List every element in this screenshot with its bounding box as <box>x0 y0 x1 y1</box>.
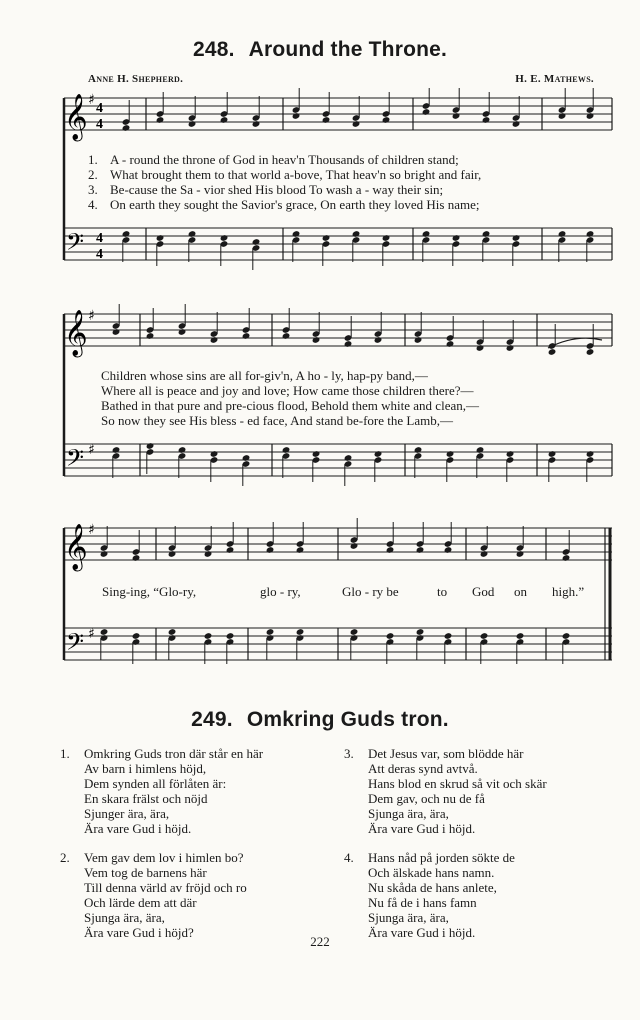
note-head <box>482 230 491 238</box>
note-head <box>132 554 141 562</box>
stanza-column-right <box>344 746 547 954</box>
bass-clef-2: 𝄢 <box>66 444 85 477</box>
note-head <box>188 230 197 238</box>
key-signature-1: ♯ <box>88 92 95 108</box>
stanza-4: 4. Hans nåd på jorden sökte de Och älskade hans namn. Nu skåda de hans anlete, Nu få de i hans famn Sjunga ära, ära, Ära vare Gud i höjd. <box>344 850 515 940</box>
note-head <box>382 234 391 242</box>
refrain-syllable: Sing-ing, “Glo-ry, <box>102 584 197 599</box>
note-head <box>558 112 567 120</box>
note-head <box>586 450 595 458</box>
refrain-syllable: on <box>514 584 527 599</box>
note-head <box>386 632 395 640</box>
stanza-3: 3. Det Jesus var, som blödde här Att deras synd avtvå. Hans blod en skrud så vit och skär Dem gav, och nu de få Sjunga ära, ära, Ära vare Gud i höjd. <box>344 746 547 836</box>
note-head <box>296 546 305 554</box>
hymn-249-title <box>0 708 640 732</box>
note-head <box>352 230 361 238</box>
note-head <box>168 550 177 558</box>
note-head <box>416 628 425 636</box>
bass-clef-1: 𝄢 <box>66 228 85 261</box>
treble-clef-3: 𝄞 <box>64 524 88 570</box>
note-head <box>476 446 485 454</box>
stanza-2: 2. Vem gav dem lov i himlen bo? Vem tog de barnens här Till denna värld av fröjd och ro Och lärde dem att där Sjunga ära, ära, Ära vare Gud i höjd? <box>60 850 247 940</box>
note-head <box>242 332 251 340</box>
bass-staff-2 <box>64 444 612 476</box>
note-head <box>586 112 595 120</box>
verse-line-2-4: So now they see His bless - ed face, And stand be-fore the Lamb,— <box>101 413 453 428</box>
note-head <box>220 116 229 124</box>
note-head <box>242 454 251 462</box>
hymn-249-name: Omkring Guds tron. <box>246 708 449 731</box>
note-head <box>156 234 165 242</box>
hymn-248-name: Around the Throne. <box>248 38 448 61</box>
note-head <box>446 450 455 458</box>
note-head <box>446 340 455 348</box>
svg-text:♯: ♯ <box>88 308 95 324</box>
svg-text:4: 4 <box>96 231 103 246</box>
composer-credit: H. E. Mathews. <box>515 73 594 85</box>
svg-text:♯: ♯ <box>88 442 95 458</box>
verse-line-2: 2. What brought them to that world a-bove, That heav'n so bright and fair, <box>88 167 482 182</box>
note-head <box>122 230 131 238</box>
hymn-249-number: 249. <box>191 708 233 731</box>
music-system-3 <box>0 518 640 678</box>
verse-line-3: 3. Be-cause the Sa - vior shed His blood To wash a - way their sin; <box>88 182 444 197</box>
note-head <box>100 628 109 636</box>
note-head <box>122 124 131 132</box>
note-head <box>374 450 383 458</box>
bass-clef-3: 𝄢 <box>66 628 85 661</box>
time-signature-1: 4 <box>96 101 103 116</box>
refrain-syllable: Glo - ry be <box>342 584 399 599</box>
note-head <box>374 336 383 344</box>
stanza-column-left <box>60 746 263 954</box>
note-head <box>548 450 557 458</box>
stanza-1: 1. Omkring Guds tron där står en här Av barn i himlens höjd, Dem synden all förlåten är: En skara frälst och nöjd Sjunger ära, ära, Ära vare Gud i höjd. <box>60 746 264 836</box>
note-head <box>282 446 291 454</box>
note-head <box>292 230 301 238</box>
verse-line-2-3: Bathed in that pure and pre-cious flood, Behold them white and clean,— <box>101 398 479 413</box>
note-head <box>512 120 521 128</box>
treble-staff-2 <box>64 314 612 346</box>
verse-line-4: 4. On earth they sought the Savior's grace, On earth they loved His name; <box>88 197 480 212</box>
note-head <box>312 336 321 344</box>
note-head <box>482 116 491 124</box>
note-head <box>146 332 155 340</box>
note-head <box>220 234 229 242</box>
note-head <box>350 628 359 636</box>
author-credit: Anne H. Shepherd. <box>88 73 184 85</box>
refrain-syllable: God <box>472 584 495 599</box>
note-head <box>188 120 197 128</box>
note-head <box>480 550 489 558</box>
svg-text:4: 4 <box>96 247 103 262</box>
svg-text:♯: ♯ <box>88 626 95 642</box>
note-head <box>382 116 391 124</box>
note-head <box>444 546 453 554</box>
note-head <box>506 344 515 352</box>
note-head <box>210 336 219 344</box>
hymn-248-title <box>0 38 640 62</box>
note-head <box>266 628 275 636</box>
note-head <box>352 120 361 128</box>
note-head <box>178 328 187 336</box>
note-head <box>266 546 275 554</box>
note-head <box>112 328 121 336</box>
note-head <box>452 234 461 242</box>
verses-block-1 <box>88 152 481 212</box>
note-head <box>210 450 219 458</box>
note-head <box>312 450 321 458</box>
note-head <box>548 348 557 356</box>
note-head <box>100 550 109 558</box>
note-head <box>476 344 485 352</box>
note-head <box>226 632 235 640</box>
refrain-syllable: glo - ry, <box>260 584 301 599</box>
note-head <box>506 450 515 458</box>
note-head <box>252 238 261 246</box>
note-head <box>168 628 177 636</box>
note-head <box>344 454 353 462</box>
note-head <box>444 632 453 640</box>
note-head <box>350 542 359 550</box>
note-head <box>204 550 213 558</box>
note-head <box>422 230 431 238</box>
note-head <box>178 446 187 454</box>
note-head <box>386 546 395 554</box>
verse-line-1: 1. A - round the throne of God in heav'n Thousands of children stand; <box>88 152 459 167</box>
note-head <box>480 632 489 640</box>
treble-clef-2: 𝄞 <box>64 310 88 356</box>
treble-clef-1: 𝄞 <box>64 94 88 140</box>
note-head <box>296 628 305 636</box>
note-head <box>322 116 331 124</box>
note-head <box>516 632 525 640</box>
refrain-syllable: high.” <box>552 584 585 599</box>
svg-text:4: 4 <box>96 117 103 132</box>
svg-text:♯: ♯ <box>88 522 95 538</box>
note-head <box>414 446 423 454</box>
note-head <box>586 348 595 356</box>
note-head <box>344 340 353 348</box>
note-head <box>562 632 571 640</box>
note-head <box>292 112 301 120</box>
note-head <box>586 230 595 238</box>
note-head <box>422 108 431 116</box>
verse-line-2-1: Children whose sins are all for-giv'n, A ho - ly, hap-py band,— <box>101 368 428 383</box>
verse-line-2-2: Where all is peace and joy and love; How came those children there?— <box>101 383 474 398</box>
note-head <box>322 234 331 242</box>
note-head <box>414 336 423 344</box>
note-head <box>512 234 521 242</box>
note-head <box>252 120 261 128</box>
note-head <box>204 632 213 640</box>
verses-block-2 <box>101 368 479 428</box>
note-head <box>282 332 291 340</box>
note-head <box>132 632 141 640</box>
note-head <box>452 112 461 120</box>
note-head <box>156 116 165 124</box>
page-number: 222 <box>310 934 330 949</box>
note-head <box>146 442 155 450</box>
note-head <box>112 446 121 454</box>
note-head <box>516 550 525 558</box>
note-head <box>416 546 425 554</box>
note-head <box>558 230 567 238</box>
note-head <box>562 554 571 562</box>
note-head <box>226 546 235 554</box>
refrain-syllable: to <box>437 584 448 599</box>
hymn-248-number: 248. <box>192 38 235 61</box>
